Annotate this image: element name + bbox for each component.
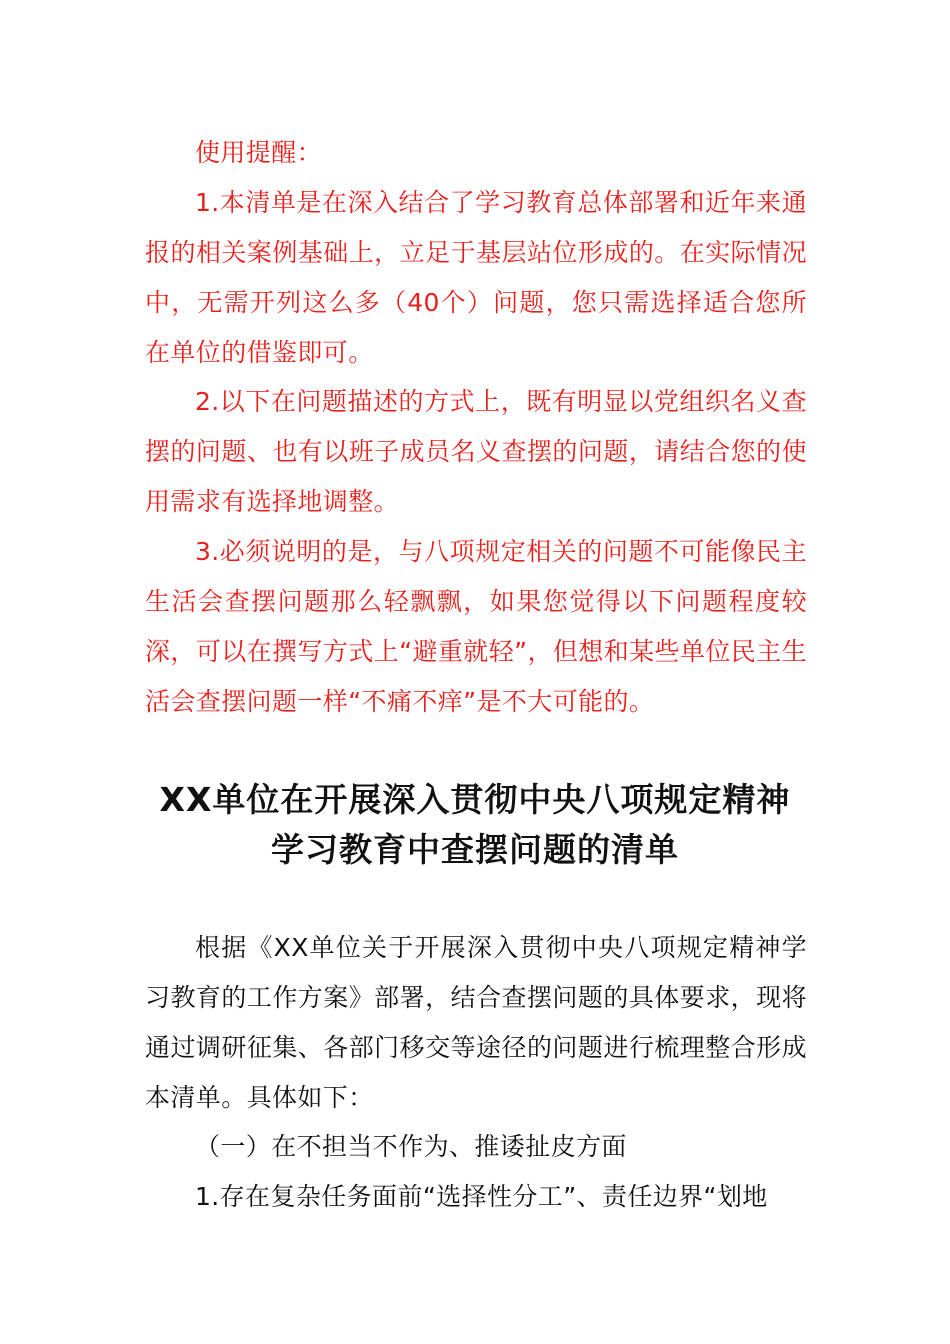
reminder-item-1: 1.本清单是在深入结合了学习教育总体部署和近年来通报的相关案例基础上，立足于基层站位形成的。在实际情况中，无需开列这么多（40个）问题，您只需选择适合您所在单位的借鉴即可。 [145,188,807,367]
section-heading-1: （一）在不担当不作为、推诿扯皮方面 [195,1132,627,1161]
reminder-heading: 使用提醒： [195,138,323,167]
list-item-1: 1.存在复杂任务面前“选择性分工”、责任边界“划地 [195,1182,768,1211]
document-title-line-1: XX单位在开展深入贯彻中央八项规定精神 [159,780,791,819]
document-title-line-2: 学习教育中查摆问题的清单 [271,830,679,869]
intro-paragraph: 根据《XX单位关于开展深入贯彻中央八项规定精神学习教育的工作方案》部署，结合查摆问题的具体要求，现将通过调研征集、各部门移交等途径的问题进行梳理整合形成本清单。具体如下： [145,933,807,1112]
reminder-item-2: 2.以下在问题描述的方式上，既有明显以党组织名义查摆的问题、也有以班子成员名义查摆的问题，请结合您的使用需求有选择地调整。 [145,387,807,516]
reminder-item-3: 3.必须说明的是，与八项规定相关的问题不可能像民主生活会查摆问题那么轻飘飘，如果您觉得以下问题程度较深，可以在撰写方式上“避重就轻”，但想和某些单位民主生活会查摆问题一样“不痛不痒”是不大可能的。 [145,537,807,716]
